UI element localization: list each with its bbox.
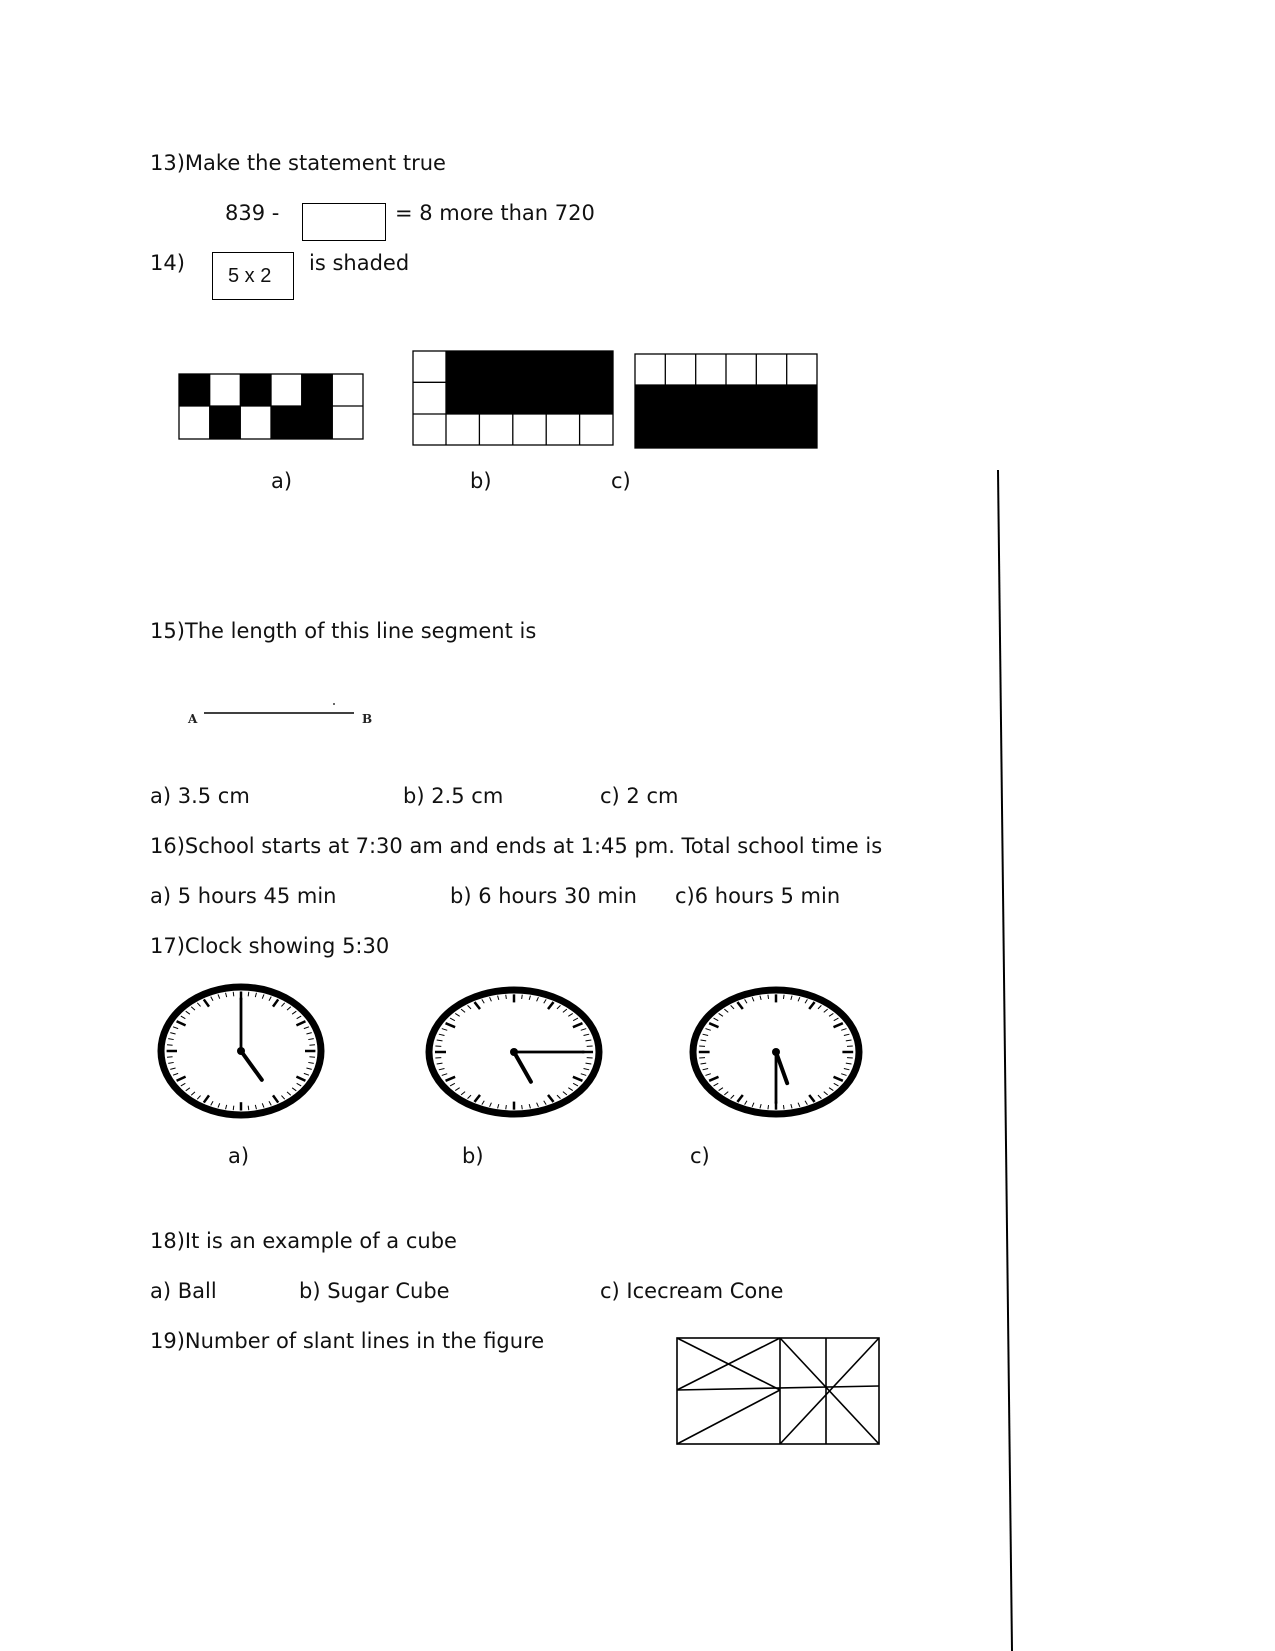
- q18-option-b[interactable]: b) Sugar Cube: [299, 1279, 450, 1303]
- q13-lhs: 839 -: [225, 201, 280, 225]
- q15-option-c[interactable]: c) 2 cm: [600, 784, 679, 808]
- q13-answer-box[interactable]: [302, 203, 386, 241]
- q19-figure: [676, 1337, 881, 1447]
- q13-rhs: = 8 more than 720: [395, 201, 595, 225]
- q14-grid-a: [178, 373, 364, 441]
- q16-option-c[interactable]: c)6 hours 5 min: [675, 884, 841, 908]
- q15-option-a[interactable]: a) 3.5 cm: [150, 784, 250, 808]
- q16-option-a[interactable]: a) 5 hours 45 min: [150, 884, 337, 908]
- q16-option-b[interactable]: b) 6 hours 30 min: [450, 884, 637, 908]
- q19-question: 19)Number of slant lines in the figure: [150, 1329, 545, 1353]
- q15-point-b: B: [362, 712, 373, 726]
- q15-option-b[interactable]: b) 2.5 cm: [403, 784, 504, 808]
- q15-question: 15)The length of this line segment is: [150, 619, 537, 643]
- q15-point-a: A: [188, 712, 198, 726]
- q17-question: 17)Clock showing 5:30: [150, 934, 390, 958]
- q17-option-a[interactable]: a): [228, 1144, 250, 1168]
- q13-question: 13)Make the statement true: [150, 151, 446, 175]
- q17-clock-c: [688, 985, 864, 1119]
- q18-option-a[interactable]: a) Ball: [150, 1279, 217, 1303]
- q14-option-a[interactable]: a): [271, 469, 293, 493]
- q14-box-text: 5 x 2: [228, 265, 272, 287]
- q18-option-c[interactable]: c) Icecream Cone: [600, 1279, 784, 1303]
- q17-clock-a: [156, 982, 326, 1120]
- q18-question: 18)It is an example of a cube: [150, 1229, 457, 1253]
- q14-grid-c: [634, 353, 819, 450]
- q16-question: 16)School starts at 7:30 am and ends at 1:45 pm. Total school time is: [150, 834, 883, 858]
- q14-option-c[interactable]: c): [611, 469, 631, 493]
- q14-number: 14): [150, 251, 185, 275]
- q14-suffix: is shaded: [309, 251, 410, 275]
- q14-grid-b: [412, 350, 615, 447]
- q17-clock-b: [424, 985, 604, 1119]
- q17-option-b[interactable]: b): [462, 1144, 484, 1168]
- q14-option-b[interactable]: b): [470, 469, 492, 493]
- q17-option-c[interactable]: c): [690, 1144, 710, 1168]
- q15-line-segment: [180, 695, 380, 725]
